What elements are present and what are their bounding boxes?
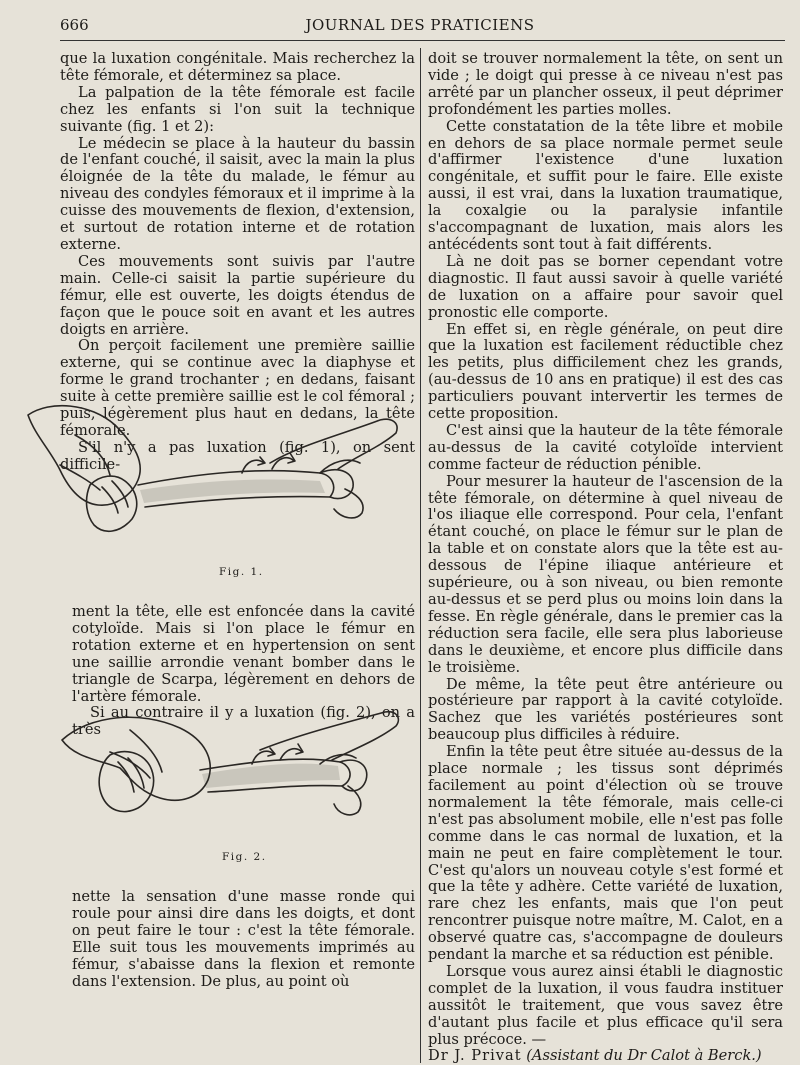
paragraph: S'il n'y a pas luxation (fig. 1), on sent difficile-: [60, 438, 415, 473]
paragraph: Enfin la tête peut être située au-dessus de la place normale ; les tissus sont déprimés facilement au point d'élection où se trouve normalement la tête fémorale, mais celle-ci n'est pas absolument mobile, elle n'est pas folle comme dans le cas normal de luxation, et la main ne peut en faire complètement le tour. C'est qu'alors un nouveau cotyle s'est formé et que la tête y adhère. Cette variété de luxation, rare chez les enfants, mais que l'on peut rencontrer puisque notre maître, M. Calot, en a observé quatre cas, s'accompagne de douleurs pendant la marche et sa réduction est pénible.: [428, 743, 783, 964]
paragraph: Là ne doit pas se borner cependant votre diagnostic. Il faut aussi savoir à quelle variété de luxation on a affaire pour savoir quel pronostic elle comporte.: [428, 252, 783, 321]
author-affiliation: (Assistant du Dr Calot à Berck.): [526, 1047, 762, 1065]
paragraph: Cette constatation de la tête libre et mobile en dehors de sa place normale permet seule d'affirmer l'existence d'une luxation congénitale, et suffit pour le faire. Elle existe aussi, il est vrai, dans la luxation traumatique, la coxalgie ou la paralysie infantile s'accompagnant de luxation, mais alors les antécédents sont tout à fait différents.: [428, 117, 783, 253]
paragraph: On perçoit facilement une première saillie externe, qui se continue avec la diaphyse et forme le grand trochanter ; en dedans, faisant suite à cette première saillie est le col fémoral ; puis, légèrement plus haut en dedans, la tête fémorale.: [60, 337, 415, 439]
paragraph: En effet si, en règle générale, on peut dire que la luxation est facilement réductible chez les petits, plus difficilement chez les grands, (au-dessus de 10 ans en pratique) il est des cas particuliers pouvant intervertir les termes de cette proposition.: [428, 320, 783, 423]
column-divider: [420, 48, 421, 1063]
figure-2-illustration: [40, 700, 415, 865]
figure-2-caption: Fig. 2.: [222, 851, 267, 863]
paragraph: Ces mouvements sont suivis par l'autre main. Celle-ci saisit la partie supérieure du fémur, elle est ouverte, les doigts étendus de façon que le pouce soit en avant et les autres doigts en arrière.: [60, 252, 415, 338]
figure-1-caption: Fig. 1.: [219, 566, 264, 578]
header-rule: [60, 40, 785, 41]
paragraph: Lorsque vous aurez ainsi établi le diagnostic complet de la luxation, il vous faudra instituer aussitôt le traitement, que vous savez être d'autant plus facile et plus efficace qu'il sera plus précoce. —: [428, 962, 783, 1048]
journal-title: JOURNAL DES PRATICIENS: [305, 16, 535, 34]
paragraph: De même, la tête peut être antérieure ou postérieure par rapport à la cavité cotyloïde. Sachez que les variétés postérieures sont beaucoup plus difficiles à réduire.: [428, 675, 783, 744]
paragraph: ment la tête, elle est enfoncée dans la cavité cotyloïde. Mais si l'on place le fémur en rotation externe et en hypertension on sent une saillie arrondie venant bomber dans le triangle de Scarpa, légèrement en dehors de l'artère fémorale.: [72, 603, 415, 705]
paragraph: Pour mesurer la hauteur de l'ascension de la tête fémorale, on détermine à quel niveau de l'os iliaque elle correspond. Pour cela, l'enfant étant couché, on place le fémur sur le plan de la table et on constate alors que la tête est au-dessous de l'épine iliaque antérieure et supérieure, ou à son niveau, ou bien remonte au-dessus et se perd plus ou moins loin dans la fesse. En règle générale, dans le premier cas la réduction sera facile, elle sera plus laborieuse dans le deuxième, et encore plus difficile dans le troisième.: [428, 472, 783, 676]
figure-1-illustration: [20, 395, 415, 580]
signature-line: [428, 1048, 783, 1065]
paragraph: que la luxation congénitale. Mais recherchez la tête fémorale, et déterminez sa place.: [60, 50, 415, 84]
paragraph: doit se trouver normalement la tête, on sent un vide ; le doigt qui presse à ce niveau n'est pas arrêté par un plancher osseux, il peut déprimer profondément les parties molles.: [428, 50, 783, 118]
left-column-bottom: [72, 889, 415, 990]
right-column: [428, 51, 783, 1065]
paragraph: La palpation de la tête fémorale est facile chez les enfants si l'on suit la technique suivante (fig. 1 et 2):: [60, 83, 415, 135]
paragraph: C'est ainsi que la hauteur de la tête fémorale au-dessus de la cavité cotyloïde intervient comme facteur de réduction pénible.: [428, 421, 783, 473]
author-name: Dr J. Privat: [428, 1047, 522, 1065]
paragraph: Si au contraire il y a luxation (fig. 2), on a très: [72, 704, 415, 739]
paragraph: Le médecin se place à la hauteur du bassin de l'enfant couché, il saisit, avec la main la plus éloignée de la tête du malade, le fémur au niveau des condyles fémoraux et il imprime à la cuisse des mouvements de flexion, d'extension, et surtout de rotation interne et de rotation externe.: [60, 134, 415, 253]
page-number: 666: [60, 16, 89, 34]
running-header: [60, 14, 780, 38]
paragraph: nette la sensation d'une masse ronde qui roule pour ainsi dire dans les doigts, et dont on peut faire le tour : c'est la tête fémorale. Elle suit tous les mouvements imprimés au fémur, s'abaisse dans la flexion et remonte dans l'extension. De plus, au point où: [72, 888, 415, 990]
